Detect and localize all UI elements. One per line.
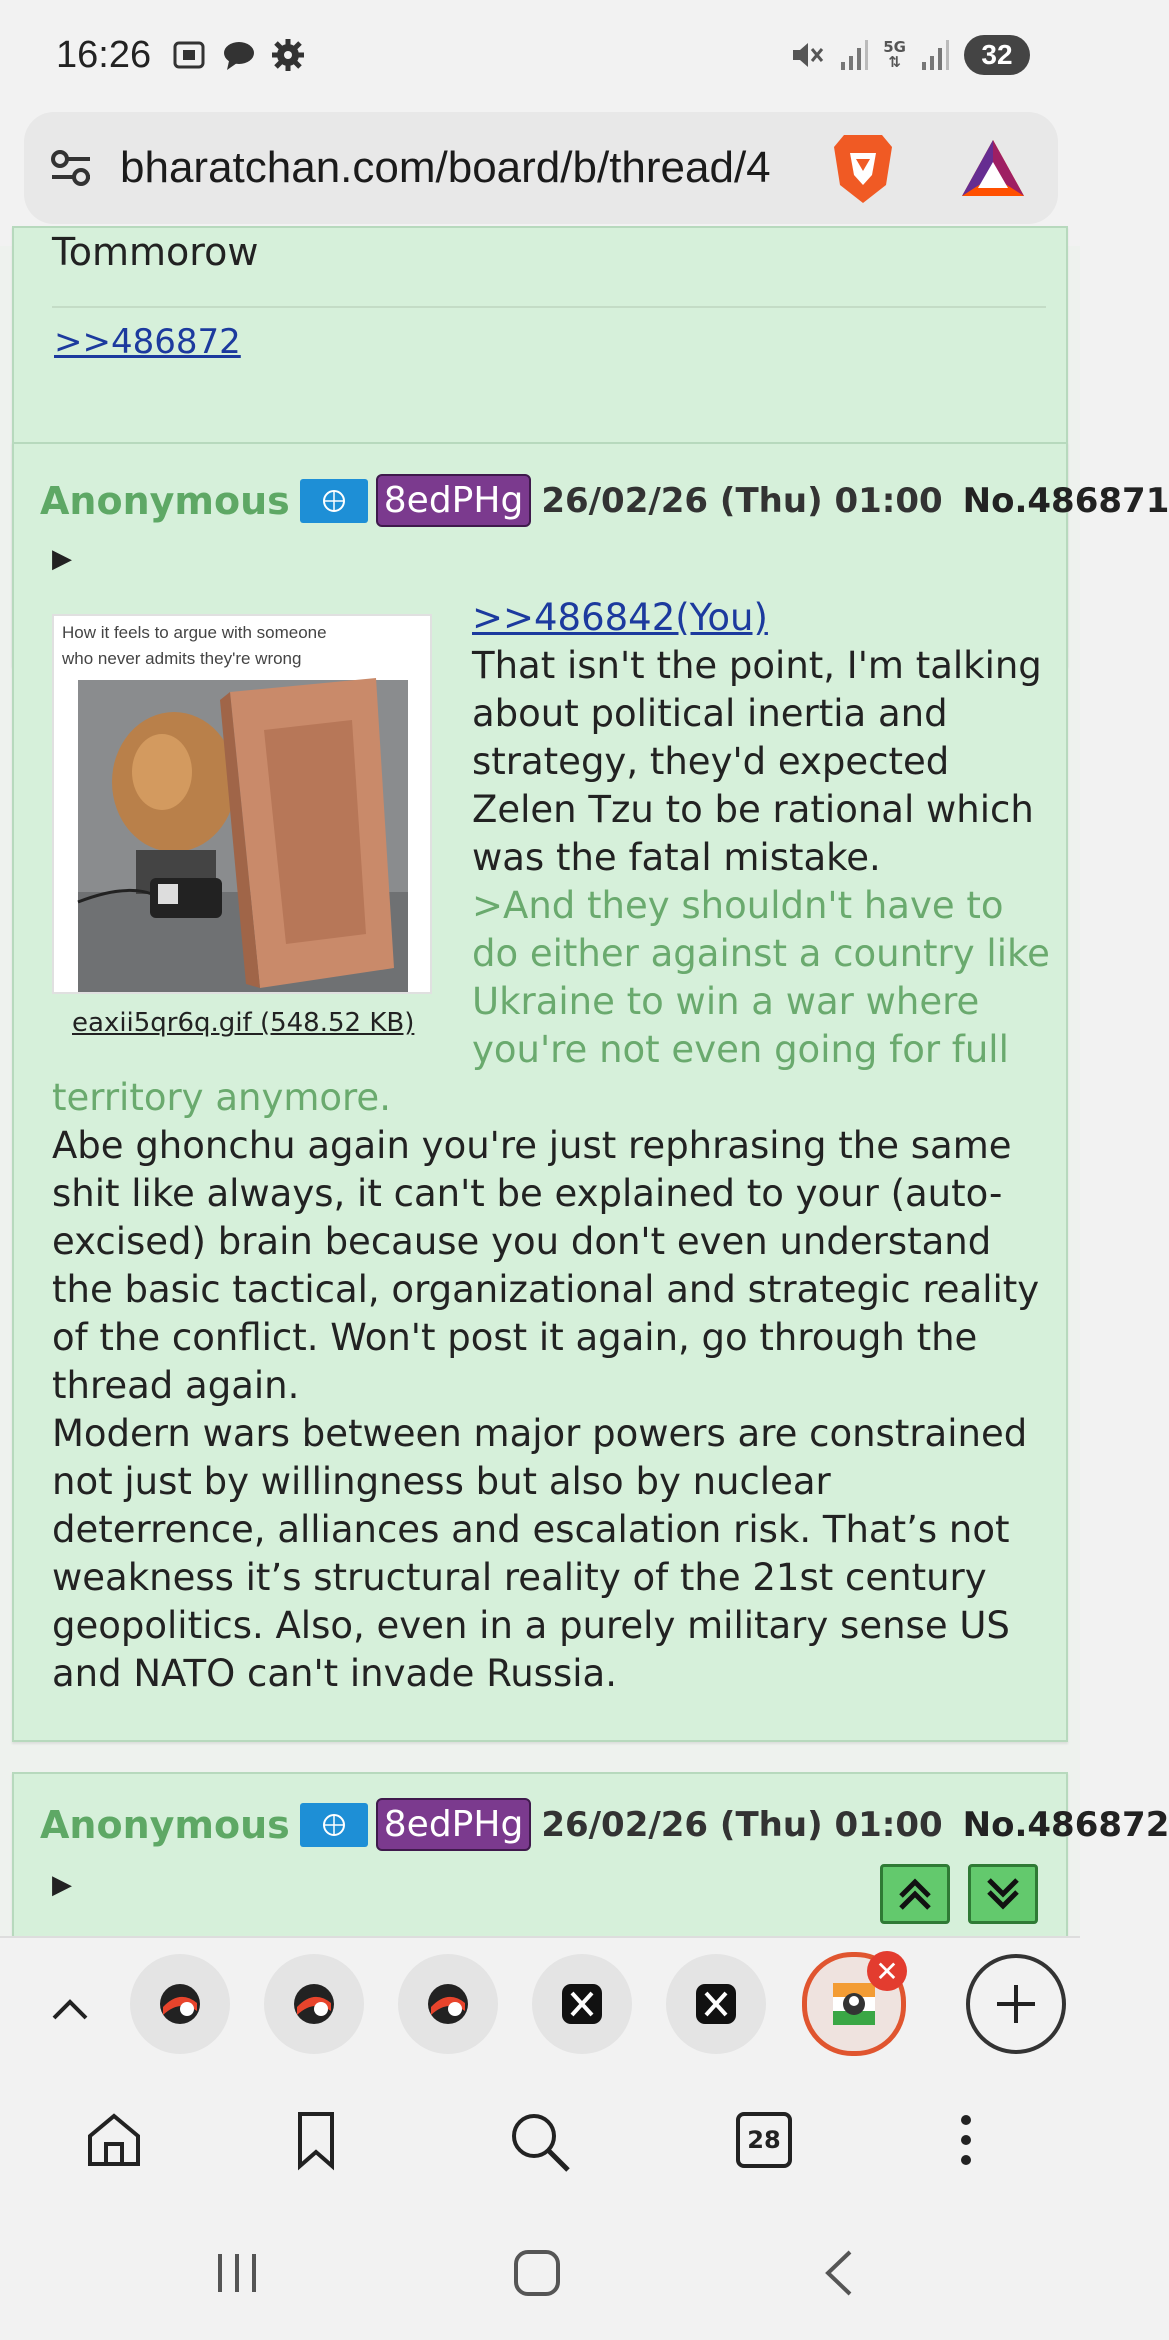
poster-id[interactable]: 8edPHg	[376, 474, 532, 527]
tab-switcher-button[interactable]: 28	[736, 2112, 792, 2168]
site-favicon-icon	[289, 1979, 339, 2029]
poster-name: Anonymous	[40, 1802, 290, 1847]
address-bar[interactable]	[24, 112, 1058, 224]
recent-apps-icon[interactable]	[212, 2248, 262, 2298]
scroll-bottom-button[interactable]	[968, 1864, 1038, 1924]
divider	[52, 306, 1046, 308]
chevron-up-icon[interactable]	[48, 1988, 92, 2032]
tab-site-1[interactable]	[130, 1954, 230, 2054]
status-time: 16:26	[56, 33, 152, 76]
tab-x-1[interactable]	[532, 1954, 632, 2054]
x-logo-icon	[691, 1979, 741, 2029]
system-nav-bar	[0, 2200, 1080, 2340]
close-tab-icon[interactable]: ✕	[867, 1951, 907, 1991]
page-content	[0, 230, 1169, 1936]
site-settings-icon[interactable]	[48, 145, 94, 191]
battery-indicator: 32	[964, 35, 1030, 75]
post-header	[40, 1798, 1169, 1851]
post-486871	[12, 442, 1169, 1742]
status-system-icons	[789, 35, 1030, 75]
body-paragraph-2: Abe ghonchu again you're just rephrasing the same shit like always, it can't be explained to your (auto-excised) brain because you don't even understand the basic tactical, organizational and strategic reality of the conflict. Won't post it again, go through the thread again.	[52, 1124, 1040, 1407]
chat-bubble-icon	[221, 37, 257, 73]
x-logo-icon	[557, 1979, 607, 2029]
brave-rewards-icon[interactable]	[958, 136, 1028, 200]
body-paragraph-1: That isn't the point, I'm talking about political inertia and strategy, they'd expected Zelen Tzu to be rational which was the fatal mistake.	[472, 644, 1042, 879]
post-number[interactable]: No.486871	[962, 480, 1169, 521]
post-body	[52, 594, 1052, 1698]
body-paragraph-3: Modern wars between major powers are constrained not just by willingness but also by nuclear deterrence, alliances and escalation risk. That’s not weakness it’s structural reality of the 21st century geopolitics. Also, even in a purely military sense US and NATO can't invade Russia.	[52, 1412, 1028, 1695]
home-icon[interactable]	[84, 2110, 144, 2170]
post-date: 26/02/26 (Thu) 01:00	[541, 480, 943, 521]
thumbnail-caption-line-1: How it feels to argue with someone	[62, 623, 327, 642]
post-menu-toggle[interactable]: ▶	[52, 544, 72, 574]
tab-site-2[interactable]	[264, 1954, 364, 2054]
network-label: 5G	[883, 38, 906, 56]
browser-toolbar	[0, 2080, 1080, 2200]
double-chevron-down-icon	[983, 1874, 1023, 1914]
status-notification-icons	[171, 37, 305, 73]
home-nav-icon[interactable]	[512, 2248, 562, 2298]
thumbnail-spacer	[52, 594, 472, 1074]
status-bar	[0, 0, 1080, 110]
un-flag-icon	[300, 479, 368, 523]
site-favicon-icon	[155, 1979, 205, 2029]
post-number[interactable]: No.486872	[962, 1804, 1169, 1845]
scroll-top-button[interactable]	[880, 1864, 950, 1924]
quote-link-you[interactable]: >>486842(You)	[472, 596, 768, 639]
new-tab-button[interactable]	[966, 1954, 1066, 2054]
mute-icon	[789, 37, 825, 73]
back-icon[interactable]	[820, 2248, 860, 2298]
search-icon[interactable]	[508, 2110, 572, 2174]
brave-shields-icon[interactable]	[830, 131, 896, 205]
post-date: 26/02/26 (Thu) 01:00	[541, 1804, 943, 1845]
tab-site-3[interactable]	[398, 1954, 498, 2054]
network-type: 5G ⇅	[883, 38, 906, 71]
screenshot-icon	[171, 37, 207, 73]
previous-post-text: Tommorow	[52, 230, 259, 274]
more-menu-icon[interactable]	[950, 2110, 982, 2170]
poster-name: Anonymous	[40, 478, 290, 523]
post-header	[40, 474, 1169, 527]
post-menu-toggle[interactable]: ▶	[52, 1870, 72, 1900]
plus-icon	[991, 1979, 1041, 2029]
tab-strip	[0, 1936, 1080, 2080]
bookmark-icon[interactable]	[286, 2110, 346, 2170]
signal-icon	[839, 38, 869, 72]
poster-id[interactable]: 8edPHg	[376, 1798, 532, 1851]
site-favicon-icon	[423, 1979, 473, 2029]
greentext-quote: >And they shouldn't have to do either against a country like Ukraine to win a war where you're not even going for full territory anymore.	[52, 884, 1050, 1119]
tab-x-2[interactable]	[666, 1954, 766, 2054]
tab-active-bharatchan[interactable]	[802, 1952, 906, 2056]
thumbnail-caption-line-2: who never admits they're wrong	[62, 649, 302, 668]
backlink[interactable]: >>486872	[54, 322, 241, 362]
file-link[interactable]: eaxii5qr6q.gif (548.52 KB)	[72, 1008, 415, 1038]
signal-icon	[920, 38, 950, 72]
settings-icon	[271, 38, 305, 72]
double-chevron-up-icon	[895, 1874, 935, 1914]
url-text[interactable]: bharatchan.com/board/b/thread/4	[120, 143, 771, 192]
un-flag-icon	[300, 1803, 368, 1847]
